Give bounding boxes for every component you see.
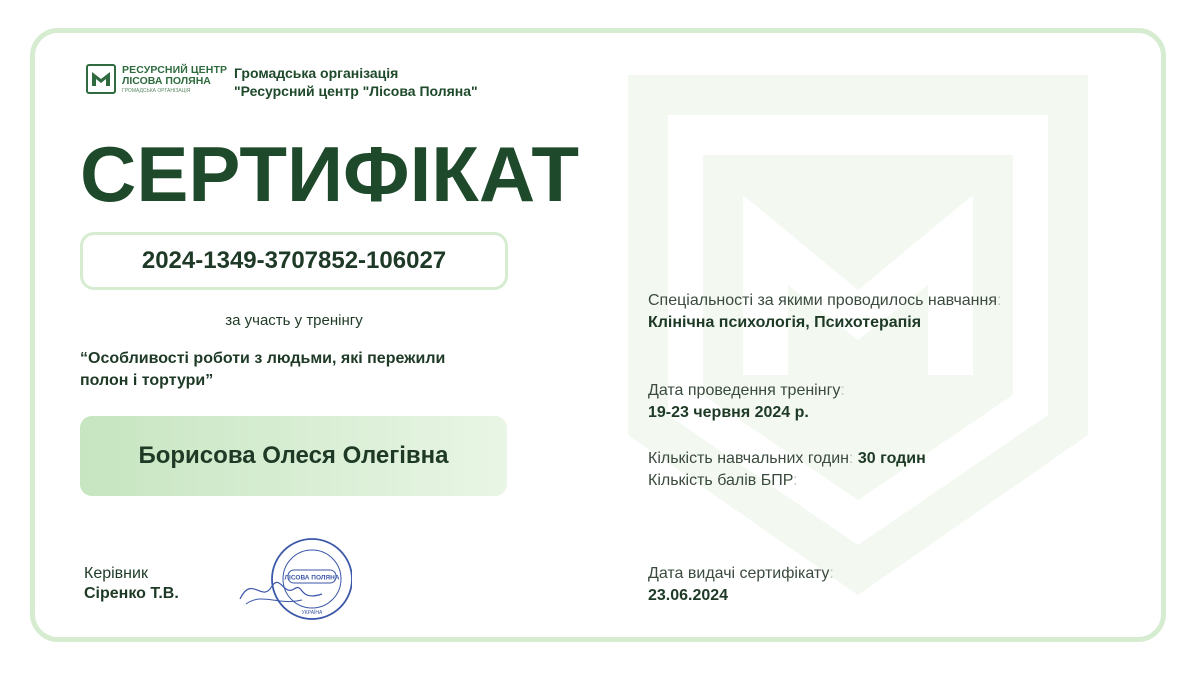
certificate-number: 2024-1349-3707852-106027 [80, 232, 508, 290]
participation-text: за участь у тренінгу [225, 312, 363, 329]
training-name-line2: полон і тортури” [80, 372, 214, 389]
hours-block: Кількість навчальних годин: 30 годин Кількість балів БПР: [648, 450, 926, 489]
issue-date-block: Дата видачі сертифікату: 23.06.2024 [648, 563, 834, 607]
seal-center-text: ЛІСОВА ПОЛЯНА [284, 574, 340, 582]
watermark-logo-icon [628, 75, 1088, 595]
training-date-block: Дата проведення тренінгу: 19-23 червня 2024 р. [648, 380, 845, 424]
seal-bottom-text: УКРАЇНА [301, 610, 323, 616]
hours-value: 30 годин [857, 450, 926, 467]
specialties-block: Спеціальності за якими проводилось навчання: Клінічна психологія, Психотерапія [648, 290, 1001, 334]
seal-stamp-icon [232, 534, 352, 624]
training-name [80, 348, 520, 392]
points-label: Кількість балів БПР [648, 472, 794, 489]
recipient-name: Борисова Олеся Олегівна [80, 416, 507, 496]
logo-text-line1: РЕСУРСНИЙ ЦЕНТР [122, 63, 228, 76]
specialties-label: Спеціальності за якими проводилось навчання [648, 292, 998, 309]
hours-label: Кількість навчальних годин [648, 450, 849, 467]
specialties-value: Клінічна психологія, Психотерапія [648, 314, 922, 331]
certificate-title: СЕРТИФІКАТ [80, 130, 580, 218]
training-date-label: Дата проведення тренінгу [648, 382, 841, 399]
head-name: Сіренко Т.В. [84, 585, 179, 602]
issue-date-value: 23.06.2024 [648, 587, 729, 604]
organization-name [234, 64, 478, 100]
logo-text-line3: ГРОМАДСЬКА ОРГАНІЗАЦІЯ [122, 87, 191, 94]
training-date-value: 19-23 червня 2024 р. [648, 404, 809, 421]
head-label: Керівник [84, 565, 148, 582]
logo-mark-icon [86, 64, 116, 94]
organization-line2: "Ресурсний центр "Лісова Поляна" [234, 83, 478, 99]
issue-date-label: Дата видачі сертифікату [648, 565, 830, 582]
training-name-line1: “Особливості роботи з людьми, які пережили [80, 350, 446, 367]
organization-logo [86, 64, 227, 94]
logo-text-line2: ЛІСОВА ПОЛЯНА [122, 75, 211, 87]
organization-line1: Громадська організація [234, 65, 399, 81]
